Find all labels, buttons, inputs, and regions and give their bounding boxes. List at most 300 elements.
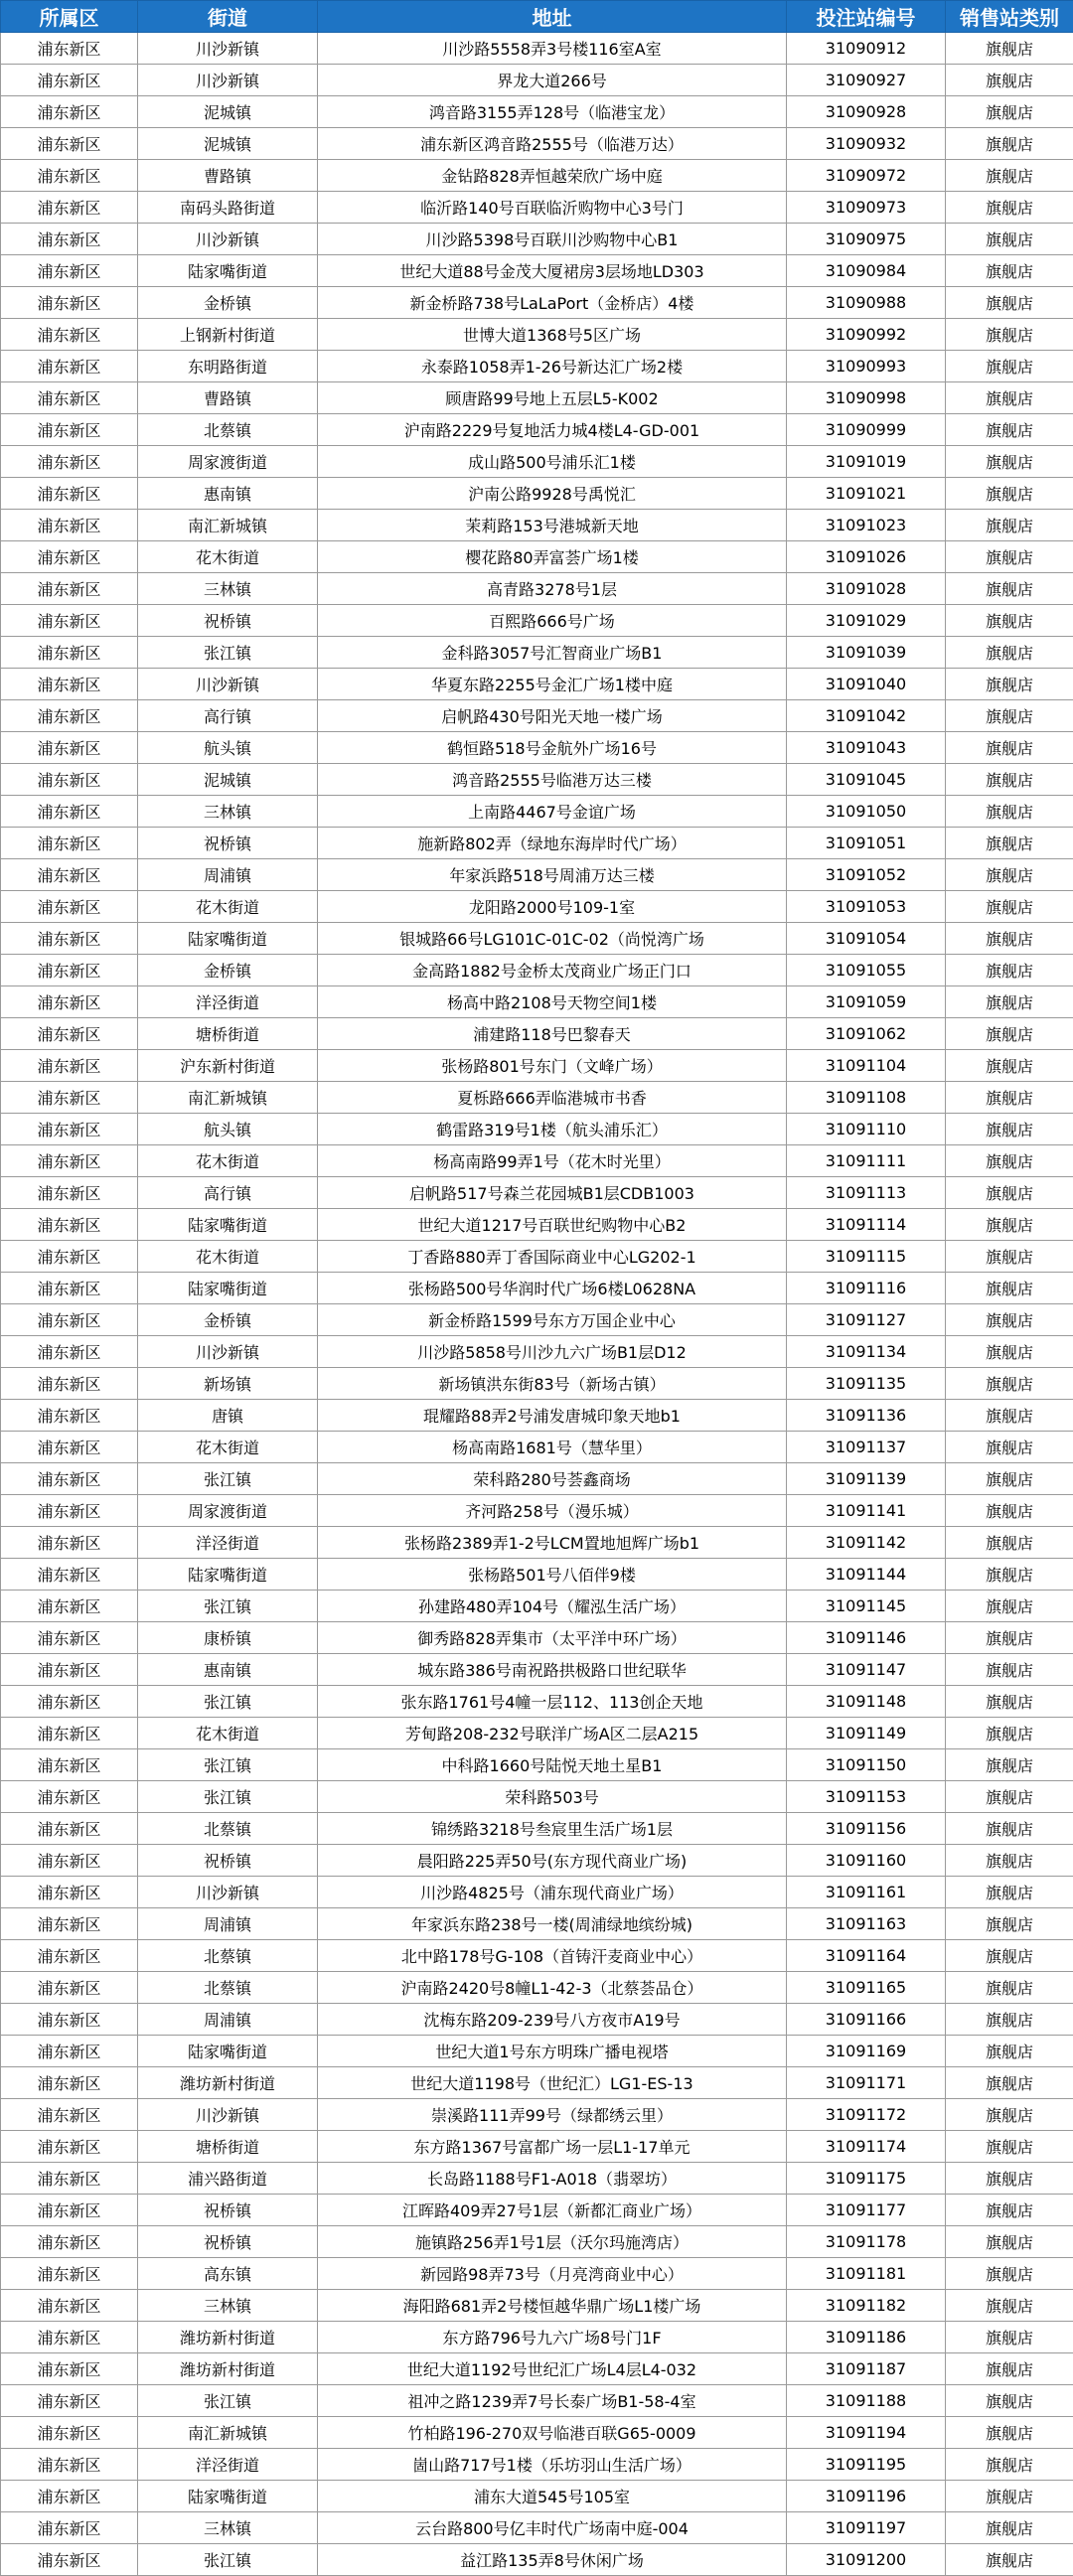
cell-district: 浦东新区 [1,1877,138,1908]
cell-address: 界龙大道266号 [318,65,787,96]
cell-station-id: 31091108 [787,1082,946,1114]
cell-category: 旗舰店 [946,2449,1073,2481]
cell-street: 张江镇 [138,2385,318,2417]
cell-station-id: 31091166 [787,2004,946,2036]
table-row [1,2131,1073,2163]
cell-street: 泥城镇 [138,764,318,796]
table-row [1,1845,1073,1877]
cell-street: 沪东新村街道 [138,1050,318,1082]
cell-category: 旗舰店 [946,1591,1073,1622]
cell-street: 三林镇 [138,2512,318,2544]
cell-station-id: 31091164 [787,1940,946,1972]
cell-district: 浦东新区 [1,1940,138,1972]
cell-station-id: 31091110 [787,1114,946,1145]
cell-category: 旗舰店 [946,573,1073,605]
cell-category: 旗舰店 [946,605,1073,637]
cell-street: 陆家嘴街道 [138,255,318,287]
cell-category: 旗舰店 [946,2004,1073,2036]
cell-street: 祝桥镇 [138,2195,318,2226]
cell-district: 浦东新区 [1,891,138,923]
cell-address: 张杨路801号东门（文峰广场） [318,1050,787,1082]
cell-address: 芳甸路208-232号联洋广场A区二层A215 [318,1718,787,1749]
cell-street: 张江镇 [138,1749,318,1781]
cell-street: 洋泾街道 [138,986,318,1018]
cell-address: 浦建路118号巴黎春天 [318,1018,787,1050]
header-district: 所属区 [1,1,138,33]
table-row [1,319,1073,351]
cell-category: 旗舰店 [946,2036,1073,2067]
cell-address: 启帆路517号森兰花园城B1层CDB1003 [318,1177,787,1209]
table-row [1,2353,1073,2385]
cell-address: 北中路178号G-108（首铸汗麦商业中心） [318,1940,787,1972]
cell-street: 东明路街道 [138,351,318,382]
cell-station-id: 31090999 [787,414,946,446]
cell-street: 张江镇 [138,1591,318,1622]
table-row [1,510,1073,541]
cell-station-id: 31091178 [787,2226,946,2258]
cell-station-id: 31091186 [787,2322,946,2353]
cell-street: 航头镇 [138,1114,318,1145]
cell-address: 上南路4467号金谊广场 [318,796,787,828]
cell-station-id: 31091165 [787,1972,946,2004]
table-row [1,2481,1073,2512]
cell-street: 川沙新镇 [138,2099,318,2131]
cell-category: 旗舰店 [946,1432,1073,1463]
cell-station-id: 31091171 [787,2067,946,2099]
table-row [1,891,1073,923]
cell-address: 沈梅东路209-239号八方夜市A19号 [318,2004,787,2036]
table-row [1,1273,1073,1304]
cell-station-id: 31090984 [787,255,946,287]
cell-station-id: 31091175 [787,2163,946,2195]
cell-station-id: 31090927 [787,65,946,96]
cell-street: 花木街道 [138,1241,318,1273]
cell-station-id: 31091042 [787,700,946,732]
cell-street: 三林镇 [138,2290,318,2322]
cell-street: 泥城镇 [138,96,318,128]
table-row [1,255,1073,287]
cell-station-id: 31091148 [787,1686,946,1718]
cell-address: 杨高南路99弄1号（花木时光里） [318,1145,787,1177]
cell-district: 浦东新区 [1,1463,138,1495]
cell-street: 塘桥街道 [138,1018,318,1050]
cell-street: 祝桥镇 [138,2226,318,2258]
cell-category: 旗舰店 [946,541,1073,573]
cell-street: 花木街道 [138,891,318,923]
cell-street: 周浦镇 [138,2004,318,2036]
table-row [1,1940,1073,1972]
cell-address: 齐河路258号（漫乐城） [318,1495,787,1527]
cell-station-id: 31091200 [787,2544,946,2576]
cell-district: 浦东新区 [1,1304,138,1336]
cell-street: 北蔡镇 [138,1940,318,1972]
cell-station-id: 31091196 [787,2481,946,2512]
table-header-row [1,1,1073,33]
cell-address: 银城路66号LG101C-01C-02（尚悦湾广场 [318,923,787,955]
cell-station-id: 31091062 [787,1018,946,1050]
cell-address: 江晖路409弄27号1层（新都汇商业广场） [318,2195,787,2226]
cell-district: 浦东新区 [1,382,138,414]
cell-category: 旗舰店 [946,1145,1073,1177]
cell-district: 浦东新区 [1,1495,138,1527]
cell-address: 夏栎路666弄临港城市书香 [318,1082,787,1114]
cell-street: 陆家嘴街道 [138,1559,318,1591]
cell-category: 旗舰店 [946,1209,1073,1241]
cell-district: 浦东新区 [1,1273,138,1304]
cell-category: 旗舰店 [946,1654,1073,1686]
cell-category: 旗舰店 [946,2544,1073,2576]
cell-street: 花木街道 [138,1145,318,1177]
cell-street: 北蔡镇 [138,1972,318,2004]
cell-category: 旗舰店 [946,2353,1073,2385]
cell-street: 金桥镇 [138,287,318,319]
table-row [1,1018,1073,1050]
table-row [1,1400,1073,1432]
cell-street: 航头镇 [138,732,318,764]
cell-category: 旗舰店 [946,1940,1073,1972]
cell-address: 世纪大道1198号（世纪汇）LG1-ES-13 [318,2067,787,2099]
cell-station-id: 31091039 [787,637,946,669]
cell-category: 旗舰店 [946,2067,1073,2099]
table-row [1,828,1073,859]
cell-district: 浦东新区 [1,1622,138,1654]
cell-station-id: 31090932 [787,128,946,160]
cell-district: 浦东新区 [1,1177,138,1209]
cell-station-id: 31091172 [787,2099,946,2131]
table-row [1,1336,1073,1368]
cell-street: 南汇新城镇 [138,510,318,541]
cell-street: 高东镇 [138,2258,318,2290]
cell-street: 上钢新村街道 [138,319,318,351]
cell-category: 旗舰店 [946,128,1073,160]
cell-street: 川沙新镇 [138,1336,318,1368]
cell-category: 旗舰店 [946,192,1073,224]
cell-address: 樱花路80弄富荟广场1楼 [318,541,787,573]
cell-street: 陆家嘴街道 [138,1273,318,1304]
cell-station-id: 31091156 [787,1813,946,1845]
cell-street: 祝桥镇 [138,828,318,859]
cell-district: 浦东新区 [1,319,138,351]
table-row [1,2099,1073,2131]
cell-address: 新金桥路738号LaLaPort（金桥店）4楼 [318,287,787,319]
cell-street: 潍坊新村街道 [138,2067,318,2099]
cell-station-id: 31091043 [787,732,946,764]
cell-district: 浦东新区 [1,2258,138,2290]
cell-district: 浦东新区 [1,859,138,891]
cell-category: 旗舰店 [946,1527,1073,1559]
table-row [1,1241,1073,1273]
table-row [1,1877,1073,1908]
table-row [1,1622,1073,1654]
cell-address: 新场镇洪东街83号（新场古镇） [318,1368,787,1400]
cell-category: 旗舰店 [946,96,1073,128]
cell-district: 浦东新区 [1,96,138,128]
cell-station-id: 31091135 [787,1368,946,1400]
table-row [1,287,1073,319]
header-category: 销售站类别 [946,1,1073,33]
cell-street: 泥城镇 [138,128,318,160]
cell-station-id: 31090975 [787,224,946,255]
cell-category: 旗舰店 [946,2290,1073,2322]
cell-district: 浦东新区 [1,669,138,700]
table-row [1,2322,1073,2353]
cell-category: 旗舰店 [946,2226,1073,2258]
cell-address: 荣科路503号 [318,1781,787,1813]
cell-address: 浦东新区鸿音路2555号（临港万达） [318,128,787,160]
cell-category: 旗舰店 [946,1114,1073,1145]
cell-district: 浦东新区 [1,192,138,224]
cell-station-id: 31091114 [787,1209,946,1241]
table-row [1,382,1073,414]
cell-address: 东方路796号九六广场8号门1F [318,2322,787,2353]
cell-address: 沪南路2229号复地活力城4楼L4-GD-001 [318,414,787,446]
cell-station-id: 31091187 [787,2353,946,2385]
table-row [1,1718,1073,1749]
cell-address: 东方路1367号富都广场一层L1-17单元 [318,2131,787,2163]
cell-category: 旗舰店 [946,1877,1073,1908]
cell-category: 旗舰店 [946,2512,1073,2544]
cell-address: 杨高南路1681号（慧华里） [318,1432,787,1463]
table-row [1,732,1073,764]
table-row [1,1749,1073,1781]
cell-street: 张江镇 [138,1781,318,1813]
cell-station-id: 31091113 [787,1177,946,1209]
cell-street: 潍坊新村街道 [138,2353,318,2385]
cell-category: 旗舰店 [946,1559,1073,1591]
cell-district: 浦东新区 [1,2512,138,2544]
table-row [1,2004,1073,2036]
cell-district: 浦东新区 [1,986,138,1018]
cell-category: 旗舰店 [946,732,1073,764]
cell-address: 龙阳路2000号109-1室 [318,891,787,923]
cell-category: 旗舰店 [946,1781,1073,1813]
cell-category: 旗舰店 [946,1082,1073,1114]
cell-address: 年家浜路518号周浦万达三楼 [318,859,787,891]
cell-station-id: 31090973 [787,192,946,224]
cell-category: 旗舰店 [946,637,1073,669]
cell-category: 旗舰店 [946,1495,1073,1527]
cell-station-id: 31091115 [787,1241,946,1273]
cell-address: 浦东大道545号105室 [318,2481,787,2512]
table-row [1,605,1073,637]
cell-station-id: 31091134 [787,1336,946,1368]
cell-address: 世纪大道88号金茂大厦裙房3层场地LD303 [318,255,787,287]
cell-district: 浦东新区 [1,33,138,65]
cell-street: 张江镇 [138,1463,318,1495]
cell-category: 旗舰店 [946,1400,1073,1432]
cell-address: 琨耀路88弄2号浦发唐城印象天地b1 [318,1400,787,1432]
cell-district: 浦东新区 [1,1114,138,1145]
cell-street: 惠南镇 [138,1654,318,1686]
cell-district: 浦东新区 [1,65,138,96]
cell-category: 旗舰店 [946,1050,1073,1082]
cell-district: 浦东新区 [1,128,138,160]
cell-district: 浦东新区 [1,2449,138,2481]
table-row [1,33,1073,65]
table-row [1,1527,1073,1559]
table-row [1,796,1073,828]
cell-station-id: 31091054 [787,923,946,955]
cell-street: 唐镇 [138,1400,318,1432]
cell-address: 张杨路500号华润时代广场6楼L0628NA [318,1273,787,1304]
cell-address: 启帆路430号阳光天地一楼广场 [318,700,787,732]
cell-street: 潍坊新村街道 [138,2322,318,2353]
cell-station-id: 31091150 [787,1749,946,1781]
table-body [1,33,1073,2576]
table-row [1,2449,1073,2481]
cell-district: 浦东新区 [1,1145,138,1177]
table-row [1,351,1073,382]
cell-station-id: 31091055 [787,955,946,986]
cell-category: 旗舰店 [946,224,1073,255]
cell-district: 浦东新区 [1,796,138,828]
header-address: 地址 [318,1,787,33]
cell-street: 川沙新镇 [138,669,318,700]
cell-station-id: 31091111 [787,1145,946,1177]
cell-street: 张江镇 [138,2544,318,2576]
cell-street: 南汇新城镇 [138,2417,318,2449]
table-row [1,1114,1073,1145]
cell-address: 茉莉路153号港城新天地 [318,510,787,541]
cell-address: 百熙路666号广场 [318,605,787,637]
table-row [1,986,1073,1018]
cell-category: 旗舰店 [946,1749,1073,1781]
cell-street: 南汇新城镇 [138,1082,318,1114]
cell-category: 旗舰店 [946,1304,1073,1336]
table-row [1,2036,1073,2067]
cell-street: 花木街道 [138,1718,318,1749]
cell-street: 三林镇 [138,796,318,828]
cell-address: 川沙路5858号川沙九六广场B1层D12 [318,1336,787,1368]
table-row [1,1432,1073,1463]
cell-category: 旗舰店 [946,669,1073,700]
cell-address: 金高路1882号金桥太茂商业广场正门口 [318,955,787,986]
cell-district: 浦东新区 [1,1241,138,1273]
cell-district: 浦东新区 [1,446,138,478]
table-row [1,955,1073,986]
cell-street: 金桥镇 [138,1304,318,1336]
table-row [1,637,1073,669]
cell-category: 旗舰店 [946,1241,1073,1273]
cell-address: 成山路500号浦乐汇1楼 [318,446,787,478]
cell-station-id: 31090912 [787,33,946,65]
cell-district: 浦东新区 [1,414,138,446]
table-row [1,414,1073,446]
cell-district: 浦东新区 [1,255,138,287]
cell-category: 旗舰店 [946,1845,1073,1877]
cell-address: 张东路1761号4幢一层112、113创企天地 [318,1686,787,1718]
cell-address: 世博大道1368号5区广场 [318,319,787,351]
cell-category: 旗舰店 [946,160,1073,192]
table-row [1,1368,1073,1400]
table-row [1,224,1073,255]
cell-street: 陆家嘴街道 [138,2481,318,2512]
cell-category: 旗舰店 [946,2258,1073,2290]
cell-street: 北蔡镇 [138,414,318,446]
cell-address: 城东路386号南祝路拱极路口世纪联华 [318,1654,787,1686]
table-row [1,128,1073,160]
table-row [1,1654,1073,1686]
cell-street: 花木街道 [138,541,318,573]
cell-district: 浦东新区 [1,1845,138,1877]
cell-district: 浦东新区 [1,1400,138,1432]
cell-street: 新场镇 [138,1368,318,1400]
cell-category: 旗舰店 [946,955,1073,986]
cell-address: 施新路802弄（绿地东海岸时代广场） [318,828,787,859]
cell-station-id: 31091169 [787,2036,946,2067]
cell-street: 周家渡街道 [138,446,318,478]
cell-address: 川沙路5558弄3号楼116室A室 [318,33,787,65]
table-row [1,764,1073,796]
cell-district: 浦东新区 [1,923,138,955]
header-station-id: 投注站编号 [787,1,946,33]
table-row [1,1050,1073,1082]
cell-street: 周家渡街道 [138,1495,318,1527]
cell-address: 鸿音路3155弄128号（临港宝龙） [318,96,787,128]
cell-street: 川沙新镇 [138,65,318,96]
cell-district: 浦东新区 [1,287,138,319]
table-row [1,65,1073,96]
cell-category: 旗舰店 [946,986,1073,1018]
cell-station-id: 31091144 [787,1559,946,1591]
cell-street: 塘桥街道 [138,2131,318,2163]
cell-address: 鹤雷路319号1楼（航头浦乐汇） [318,1114,787,1145]
cell-street: 川沙新镇 [138,33,318,65]
cell-district: 浦东新区 [1,573,138,605]
cell-district: 浦东新区 [1,1908,138,1940]
cell-address: 沪南路2420号8幢L1-42-3（北蔡荟品仓） [318,1972,787,2004]
cell-street: 浦兴路街道 [138,2163,318,2195]
cell-address: 益江路135弄8号休闲广场 [318,2544,787,2576]
cell-category: 旗舰店 [946,1018,1073,1050]
cell-district: 浦东新区 [1,541,138,573]
cell-street: 川沙新镇 [138,224,318,255]
cell-street: 花木街道 [138,1432,318,1463]
cell-address: 锦绣路3218号叁宸里生活广场1层 [318,1813,787,1845]
cell-district: 浦东新区 [1,1368,138,1400]
cell-street: 康桥镇 [138,1622,318,1654]
table-row [1,1082,1073,1114]
cell-station-id: 31091163 [787,1908,946,1940]
cell-station-id: 31091141 [787,1495,946,1527]
cell-station-id: 31091026 [787,541,946,573]
cell-district: 浦东新区 [1,160,138,192]
cell-category: 旗舰店 [946,1686,1073,1718]
cell-street: 高行镇 [138,700,318,732]
table-row [1,1686,1073,1718]
cell-category: 旗舰店 [946,510,1073,541]
table-row [1,160,1073,192]
table-row [1,192,1073,224]
cell-station-id: 31091177 [787,2195,946,2226]
table-row [1,2163,1073,2195]
header-street: 街道 [138,1,318,33]
cell-category: 旗舰店 [946,923,1073,955]
table-row [1,2195,1073,2226]
cell-station-id: 31091145 [787,1591,946,1622]
cell-station-id: 31091021 [787,478,946,510]
cell-station-id: 31091137 [787,1432,946,1463]
table-row [1,1304,1073,1336]
table-row [1,573,1073,605]
cell-address: 沪南公路9928号禹悦汇 [318,478,787,510]
cell-district: 浦东新区 [1,1972,138,2004]
cell-station-id: 31090992 [787,319,946,351]
table-row [1,2290,1073,2322]
cell-station-id: 31090928 [787,96,946,128]
cell-station-id: 31091188 [787,2385,946,2417]
cell-category: 旗舰店 [946,796,1073,828]
